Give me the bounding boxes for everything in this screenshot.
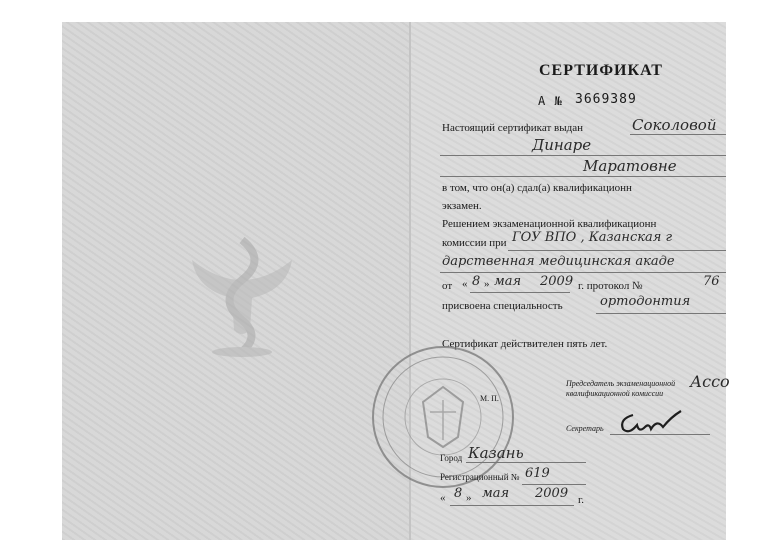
decision-line: Решением экзаменационной квалификационн: [442, 218, 657, 230]
commission-label: комиссии при: [442, 237, 507, 249]
specialty-label: присвоена специальность: [442, 300, 563, 312]
city-value: Казань: [468, 444, 524, 462]
certificate-left-page: [62, 22, 411, 540]
issue-suffix: г.: [578, 494, 585, 506]
date-prefix: от: [442, 280, 453, 292]
certificate-number: 3669389: [575, 92, 637, 107]
date-close-quote: »: [484, 278, 490, 290]
exam-line-1: в том, что он(а) сдал(а) квалификационн: [442, 182, 632, 194]
date-underline: [470, 292, 570, 293]
issue-date-underline: [450, 505, 574, 506]
certificate-title: СЕРТИФИКАТ: [539, 62, 663, 79]
issue-open-quote: «: [440, 492, 446, 504]
registration-label: Регистрационный №: [440, 472, 520, 482]
issue-day: 8: [454, 486, 463, 501]
stamp-place-label: М. П.: [480, 394, 499, 403]
secretary-signature: [615, 405, 685, 437]
date-year: 2009: [540, 274, 574, 289]
exam-line-2: экзамен.: [442, 200, 482, 212]
certificate-series: А №: [538, 94, 563, 108]
first-name-underline: [440, 155, 726, 156]
issue-year: 2009: [535, 486, 569, 501]
protocol-number: 76: [703, 274, 720, 289]
chairman-label-line-2: квалификационной комиссии: [566, 389, 664, 398]
surname-underline: [630, 134, 726, 135]
institution-line-2: дарственная медицинская акаде: [442, 254, 675, 269]
chairman-signature: Ассо: [690, 372, 730, 391]
institution-1-underline: [508, 250, 726, 251]
issue-month: мая: [482, 486, 510, 501]
validity-statement: Сертификат действителен пять лет.: [442, 338, 608, 350]
date-suffix: г. протокол №: [578, 280, 643, 292]
registration-number: 619: [525, 466, 550, 481]
recipient-patronymic: Маратовне: [583, 157, 677, 175]
chairman-label-line-1: Председатель экзаменационной: [566, 379, 676, 388]
bowl-of-hygieia-emblem: [172, 220, 312, 360]
date-month: мая: [494, 274, 522, 289]
date-day: 8: [472, 274, 481, 289]
date-open-quote: «: [462, 278, 468, 290]
secretary-underline: [610, 434, 710, 435]
institution-2-underline: [440, 272, 726, 273]
secretary-label: Секретарь: [566, 424, 604, 433]
registration-underline: [522, 484, 586, 485]
issue-close-quote: »: [466, 492, 472, 504]
official-seal: [368, 342, 518, 492]
patronymic-underline: [440, 176, 726, 177]
specialty-value: ортодонтия: [600, 294, 691, 309]
recipient-first-name: Динаре: [532, 136, 592, 154]
city-underline: [466, 462, 586, 463]
issued-to-label: Настоящий сертификат выдан: [442, 122, 583, 134]
city-label: Город: [440, 453, 463, 463]
institution-line-1: ГОУ ВПО , Казанская г: [512, 230, 673, 245]
specialty-underline: [596, 313, 726, 314]
recipient-surname: Соколовой: [632, 116, 717, 134]
